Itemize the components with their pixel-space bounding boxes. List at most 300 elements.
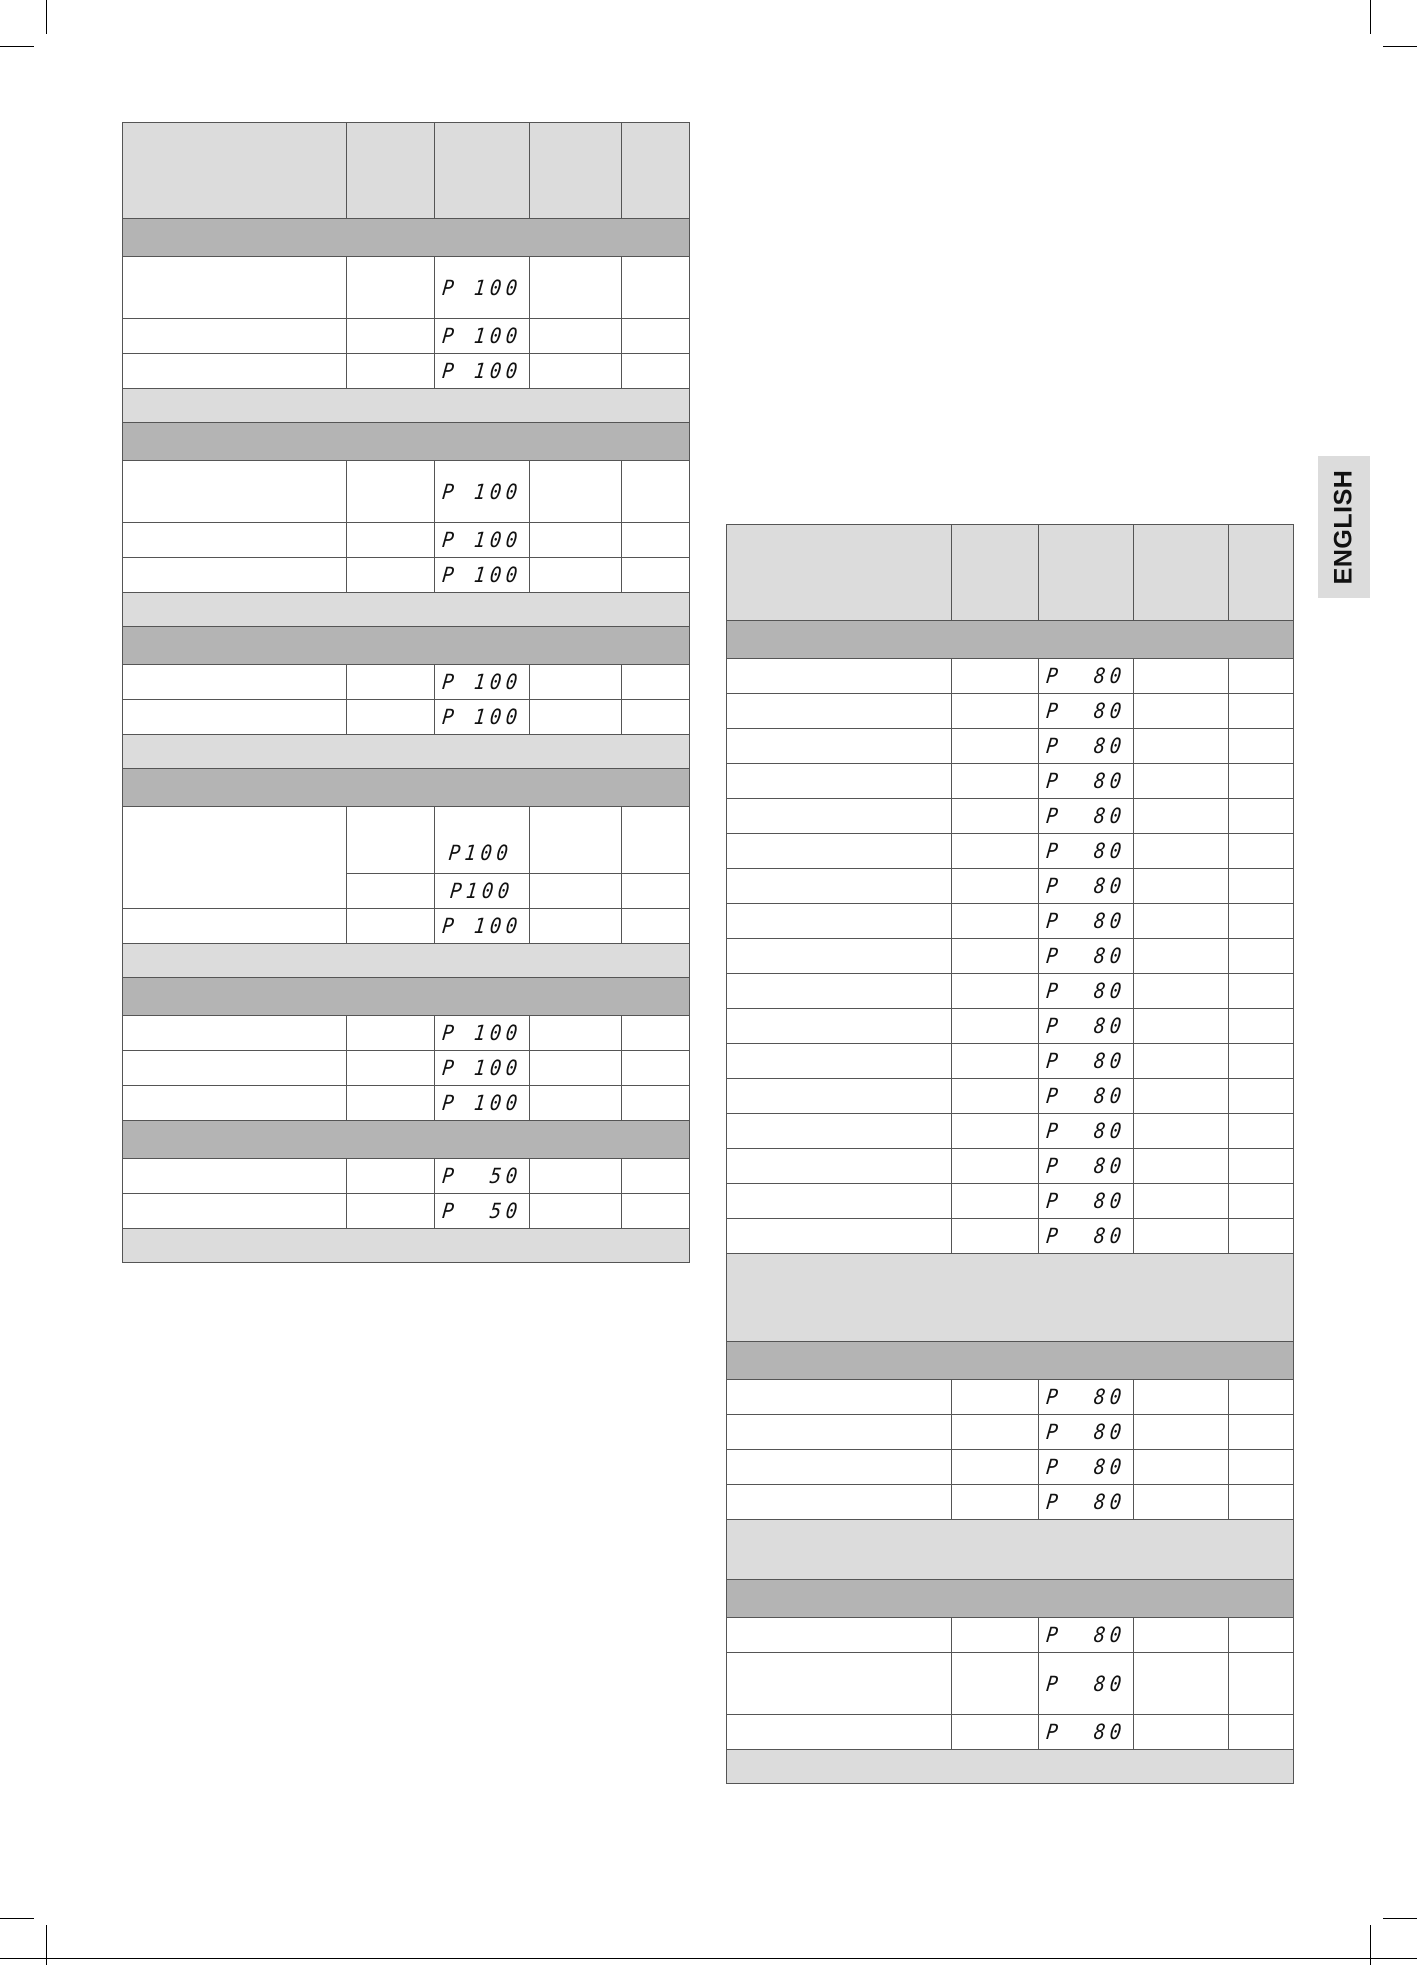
section-cell <box>123 627 690 665</box>
header-cell <box>1039 525 1134 621</box>
table-cell <box>622 319 690 354</box>
table-cell <box>347 257 435 319</box>
power-level-display: P 100 <box>441 528 523 552</box>
table-cell <box>727 834 952 869</box>
table-cell <box>952 1079 1039 1114</box>
table-cell <box>727 799 952 834</box>
power-level-cell <box>1039 1219 1134 1254</box>
table-cell <box>727 1715 952 1750</box>
section-row <box>123 978 690 1016</box>
section-cell <box>123 978 690 1016</box>
power-level-cell <box>1039 1079 1134 1114</box>
table-cell <box>952 1184 1039 1219</box>
note-row <box>123 1229 690 1263</box>
table-cell <box>530 1086 622 1121</box>
table-cell <box>1229 869 1294 904</box>
table-row <box>123 1159 690 1194</box>
table-cell <box>622 257 690 319</box>
table-cell <box>727 1184 952 1219</box>
power-level-display: P 80 <box>1045 769 1127 793</box>
table-row <box>123 257 690 319</box>
power-level-cell <box>1039 1114 1134 1149</box>
power-level-display: P 80 <box>1045 944 1127 968</box>
table-cell <box>1229 694 1294 729</box>
table-cell <box>347 558 435 593</box>
table-cell <box>123 665 347 700</box>
table-cell <box>1134 1380 1229 1415</box>
table-row <box>123 700 690 735</box>
table-cell <box>952 1653 1039 1715</box>
table-cell <box>727 869 952 904</box>
table-cell <box>622 1194 690 1229</box>
table-row <box>727 1450 1294 1485</box>
table-cell <box>1229 764 1294 799</box>
table-cell <box>1134 1415 1229 1450</box>
table-row <box>123 1086 690 1121</box>
table-cell <box>1134 1715 1229 1750</box>
table-cell <box>1134 1149 1229 1184</box>
note-row <box>123 389 690 423</box>
table-cell <box>1229 659 1294 694</box>
table-row <box>727 1380 1294 1415</box>
section-cell <box>727 1580 1294 1618</box>
table-cell <box>952 694 1039 729</box>
table-cell <box>1134 764 1229 799</box>
table-row <box>123 461 690 523</box>
table-cell <box>1229 834 1294 869</box>
note-row <box>123 593 690 627</box>
power-level-cell <box>1039 1715 1134 1750</box>
power-level-display: P 100 <box>441 275 523 300</box>
table-cell <box>1134 834 1229 869</box>
crop-mark <box>1383 1918 1417 1919</box>
table-cell <box>123 461 347 523</box>
table-cell <box>952 1618 1039 1653</box>
header-cell <box>727 525 952 621</box>
table-row <box>727 1114 1294 1149</box>
section-row <box>123 423 690 461</box>
power-level-cell <box>1039 939 1134 974</box>
table-cell <box>727 1114 952 1149</box>
table-cell <box>530 461 622 523</box>
table-cell <box>622 1159 690 1194</box>
section-cell <box>727 621 1294 659</box>
power-level-cell <box>1039 764 1134 799</box>
table-row <box>727 1079 1294 1114</box>
header-cell <box>435 123 530 219</box>
section-row <box>123 769 690 807</box>
table-cell <box>347 354 435 389</box>
table-cell <box>1134 1219 1229 1254</box>
table-cell <box>727 764 952 799</box>
power-level-display: P 100 <box>441 359 523 383</box>
header-cell <box>123 123 347 219</box>
table-cell <box>123 1086 347 1121</box>
power-level-display: P 80 <box>1045 699 1127 723</box>
table-cell <box>347 1016 435 1051</box>
power-level-display: P 80 <box>1045 1720 1127 1744</box>
table-row <box>727 1618 1294 1653</box>
table-cell <box>530 909 622 944</box>
table-cell <box>727 729 952 764</box>
power-level-display: P 100 <box>441 1056 523 1080</box>
table-cell <box>530 807 622 874</box>
right-table-header-row <box>727 525 1294 621</box>
table-cell <box>1134 694 1229 729</box>
table-cell <box>1134 1184 1229 1219</box>
table-cell <box>727 694 952 729</box>
table-cell <box>622 1016 690 1051</box>
table-row <box>123 1051 690 1086</box>
header-cell <box>622 123 690 219</box>
cooking-table-left <box>122 122 690 1263</box>
table-row <box>123 1194 690 1229</box>
header-cell <box>1229 525 1294 621</box>
power-level-cell <box>435 1016 530 1051</box>
table-cell <box>1229 1044 1294 1079</box>
table-cell <box>952 1044 1039 1079</box>
table-cell <box>123 1016 347 1051</box>
table-cell <box>123 558 347 593</box>
power-level-cell <box>1039 659 1134 694</box>
power-level-cell <box>1039 1044 1134 1079</box>
table-cell <box>1134 1450 1229 1485</box>
note-row <box>123 944 690 978</box>
table-cell <box>952 729 1039 764</box>
table-row <box>727 834 1294 869</box>
header-cell <box>347 123 435 219</box>
table-cell <box>952 1149 1039 1184</box>
table-cell <box>952 1485 1039 1520</box>
table-cell <box>347 665 435 700</box>
table-cell <box>1229 1618 1294 1653</box>
section-row <box>727 621 1294 659</box>
power-level-display: P 80 <box>1045 734 1127 758</box>
table-cell <box>1229 1184 1294 1219</box>
power-level-display: P 100 <box>441 914 523 938</box>
table-cell <box>1229 799 1294 834</box>
table-row <box>727 904 1294 939</box>
table-cell <box>1134 904 1229 939</box>
power-level-display: P 80 <box>1045 1084 1127 1108</box>
table-cell <box>952 764 1039 799</box>
table-cell <box>530 257 622 319</box>
power-level-display: P 100 <box>441 479 523 504</box>
table-cell <box>952 799 1039 834</box>
table-cell <box>1229 1653 1294 1715</box>
table-cell <box>1229 1485 1294 1520</box>
table-cell <box>530 1159 622 1194</box>
power-level-cell <box>1039 869 1134 904</box>
power-level-cell <box>435 1051 530 1086</box>
power-level-cell <box>435 807 530 874</box>
note-row <box>727 1254 1294 1342</box>
table-row <box>727 1009 1294 1044</box>
table-cell <box>1134 1079 1229 1114</box>
table-cell <box>123 319 347 354</box>
power-level-cell <box>435 354 530 389</box>
table-cell <box>123 1159 347 1194</box>
section-row <box>123 627 690 665</box>
table-cell <box>952 869 1039 904</box>
power-level-display: P 80 <box>1045 1154 1127 1178</box>
crop-mark <box>0 1918 34 1919</box>
table-cell <box>622 523 690 558</box>
table-cell <box>1229 1415 1294 1450</box>
table-row <box>727 1184 1294 1219</box>
table-row <box>727 694 1294 729</box>
table-cell <box>727 1219 952 1254</box>
table-row <box>727 1653 1294 1715</box>
table-row <box>727 1219 1294 1254</box>
power-level-display: P 80 <box>1045 1189 1127 1213</box>
power-level-cell <box>1039 1618 1134 1653</box>
table-cell <box>1134 1114 1229 1149</box>
table-cell <box>622 665 690 700</box>
table-row <box>727 1485 1294 1520</box>
table-cell <box>530 665 622 700</box>
power-level-cell <box>1039 799 1134 834</box>
table-cell <box>952 939 1039 974</box>
section-cell <box>123 219 690 257</box>
table-cell <box>952 1219 1039 1254</box>
section-row <box>727 1580 1294 1618</box>
table-cell <box>622 909 690 944</box>
power-level-display: P 80 <box>1045 1224 1127 1248</box>
table-cell <box>727 1415 952 1450</box>
power-level-cell <box>435 1159 530 1194</box>
table-cell <box>727 1653 952 1715</box>
note-cell <box>123 593 690 627</box>
table-cell <box>952 1009 1039 1044</box>
table-row <box>727 659 1294 694</box>
table-cell <box>347 1194 435 1229</box>
power-level-cell <box>1039 974 1134 1009</box>
power-level-cell <box>1039 694 1134 729</box>
power-level-cell <box>1039 1009 1134 1044</box>
power-level-cell <box>1039 1380 1134 1415</box>
note-row <box>727 1520 1294 1580</box>
table-cell <box>347 807 435 874</box>
footer-rule <box>0 1958 1417 1959</box>
section-cell <box>123 423 690 461</box>
table-row <box>123 558 690 593</box>
table-cell <box>622 874 690 909</box>
note-cell <box>123 735 690 769</box>
table-cell <box>1229 1450 1294 1485</box>
table-cell <box>123 1194 347 1229</box>
power-level-display: P 100 <box>441 1091 523 1115</box>
table-cell <box>1134 799 1229 834</box>
table-row <box>727 799 1294 834</box>
table-row <box>123 319 690 354</box>
power-level-display: P 80 <box>1045 1623 1127 1647</box>
power-level-display: P 80 <box>1045 1049 1127 1073</box>
table-cell <box>1229 1149 1294 1184</box>
table-cell <box>622 1051 690 1086</box>
table-row <box>123 909 690 944</box>
table-cell <box>1134 1618 1229 1653</box>
table-cell <box>727 1618 952 1653</box>
table-cell <box>530 558 622 593</box>
table-cell <box>1229 1715 1294 1750</box>
power-level-display: P 100 <box>441 324 523 348</box>
table-row <box>123 354 690 389</box>
table-cell <box>622 807 690 874</box>
power-level-display: P 80 <box>1045 1490 1127 1514</box>
note-cell <box>123 1229 690 1263</box>
table-cell <box>952 834 1039 869</box>
table-row <box>727 939 1294 974</box>
table-cell <box>1229 729 1294 764</box>
table-cell <box>347 319 435 354</box>
table-cell <box>1229 1079 1294 1114</box>
table-row <box>727 974 1294 1009</box>
table-cell <box>347 523 435 558</box>
table-row <box>727 729 1294 764</box>
note-row <box>123 735 690 769</box>
power-level-display: P 80 <box>1045 1385 1127 1409</box>
power-level-cell <box>435 558 530 593</box>
table-cell <box>530 354 622 389</box>
table-cell <box>1134 869 1229 904</box>
table-cell <box>123 909 347 944</box>
power-level-display: P 80 <box>1045 979 1127 1003</box>
table-cell <box>347 700 435 735</box>
table-cell <box>1134 1653 1229 1715</box>
table-cell <box>123 257 347 319</box>
section-cell <box>123 1121 690 1159</box>
table-cell <box>952 1114 1039 1149</box>
power-level-cell <box>1039 1149 1134 1184</box>
table-cell <box>952 974 1039 1009</box>
power-level-display: P 80 <box>1045 1671 1127 1696</box>
section-cell <box>727 1342 1294 1380</box>
table-cell <box>1134 974 1229 1009</box>
section-row <box>123 219 690 257</box>
table-row <box>727 1149 1294 1184</box>
table-cell <box>123 807 347 909</box>
table-row <box>727 869 1294 904</box>
table-cell <box>530 1051 622 1086</box>
power-level-cell <box>435 874 530 909</box>
table-cell <box>727 1079 952 1114</box>
table-row <box>123 523 690 558</box>
table-cell <box>952 1380 1039 1415</box>
table-cell <box>727 1485 952 1520</box>
table-cell <box>1134 1044 1229 1079</box>
table-cell <box>123 700 347 735</box>
table-cell <box>1229 974 1294 1009</box>
table-cell <box>347 874 435 909</box>
note-cell <box>727 1254 1294 1342</box>
table-cell <box>727 1149 952 1184</box>
table-cell <box>123 1051 347 1086</box>
table-cell <box>123 354 347 389</box>
table-cell <box>727 939 952 974</box>
table-cell <box>1229 1009 1294 1044</box>
power-level-cell <box>1039 834 1134 869</box>
power-level-cell <box>435 665 530 700</box>
crop-mark <box>1370 1925 1371 1965</box>
cooking-table-right <box>726 524 1294 1784</box>
note-cell <box>123 944 690 978</box>
table-cell <box>622 700 690 735</box>
crop-mark <box>1383 46 1417 47</box>
table-cell <box>952 1715 1039 1750</box>
power-level-cell <box>1039 1653 1134 1715</box>
table-cell <box>952 1450 1039 1485</box>
table-cell <box>1134 659 1229 694</box>
table-cell <box>123 523 347 558</box>
note-cell <box>727 1520 1294 1580</box>
power-level-display: P 80 <box>1045 1455 1127 1479</box>
power-level-cell <box>1039 1184 1134 1219</box>
table-cell <box>1229 904 1294 939</box>
table-cell <box>952 904 1039 939</box>
table-cell <box>622 354 690 389</box>
power-level-display: P 80 <box>1045 1119 1127 1143</box>
crop-mark <box>1370 0 1371 34</box>
power-level-cell <box>435 1194 530 1229</box>
power-level-cell <box>1039 1415 1134 1450</box>
power-level-display: P 80 <box>1045 909 1127 933</box>
table-cell <box>1229 1219 1294 1254</box>
table-cell <box>530 700 622 735</box>
table-cell <box>1229 939 1294 974</box>
left-table-header-row <box>123 123 690 219</box>
note-cell <box>727 1750 1294 1784</box>
table-cell <box>727 904 952 939</box>
table-cell <box>530 874 622 909</box>
power-level-cell <box>435 257 530 319</box>
header-cell <box>952 525 1039 621</box>
table-cell <box>347 461 435 523</box>
table-cell <box>1229 1380 1294 1415</box>
power-level-cell <box>1039 904 1134 939</box>
crop-mark <box>0 46 34 47</box>
section-row <box>123 1121 690 1159</box>
table-row <box>123 807 690 874</box>
power-level-cell <box>1039 1485 1134 1520</box>
power-level-cell <box>435 523 530 558</box>
table-cell <box>347 1086 435 1121</box>
table-cell <box>727 974 952 1009</box>
crop-mark <box>46 1925 47 1965</box>
power-level-display: P 50 <box>441 1199 523 1223</box>
power-level-display: P 80 <box>1045 664 1127 688</box>
table-cell <box>622 1086 690 1121</box>
table-cell <box>347 1051 435 1086</box>
power-level-display: P100 <box>447 841 514 865</box>
power-level-cell <box>435 461 530 523</box>
header-cell <box>530 123 622 219</box>
table-cell <box>1134 1009 1229 1044</box>
table-cell <box>727 1380 952 1415</box>
power-level-display: P 50 <box>441 1164 523 1188</box>
table-cell <box>1229 1114 1294 1149</box>
language-tab-label: ENGLISH <box>1329 469 1358 585</box>
table-cell <box>622 461 690 523</box>
power-level-cell <box>1039 729 1134 764</box>
table-cell <box>1134 1485 1229 1520</box>
table-cell <box>1134 939 1229 974</box>
power-level-cell <box>435 319 530 354</box>
power-level-display: P 80 <box>1045 874 1127 898</box>
power-level-display: P100 <box>448 879 516 903</box>
power-level-cell <box>435 1086 530 1121</box>
language-tab <box>1318 456 1370 598</box>
